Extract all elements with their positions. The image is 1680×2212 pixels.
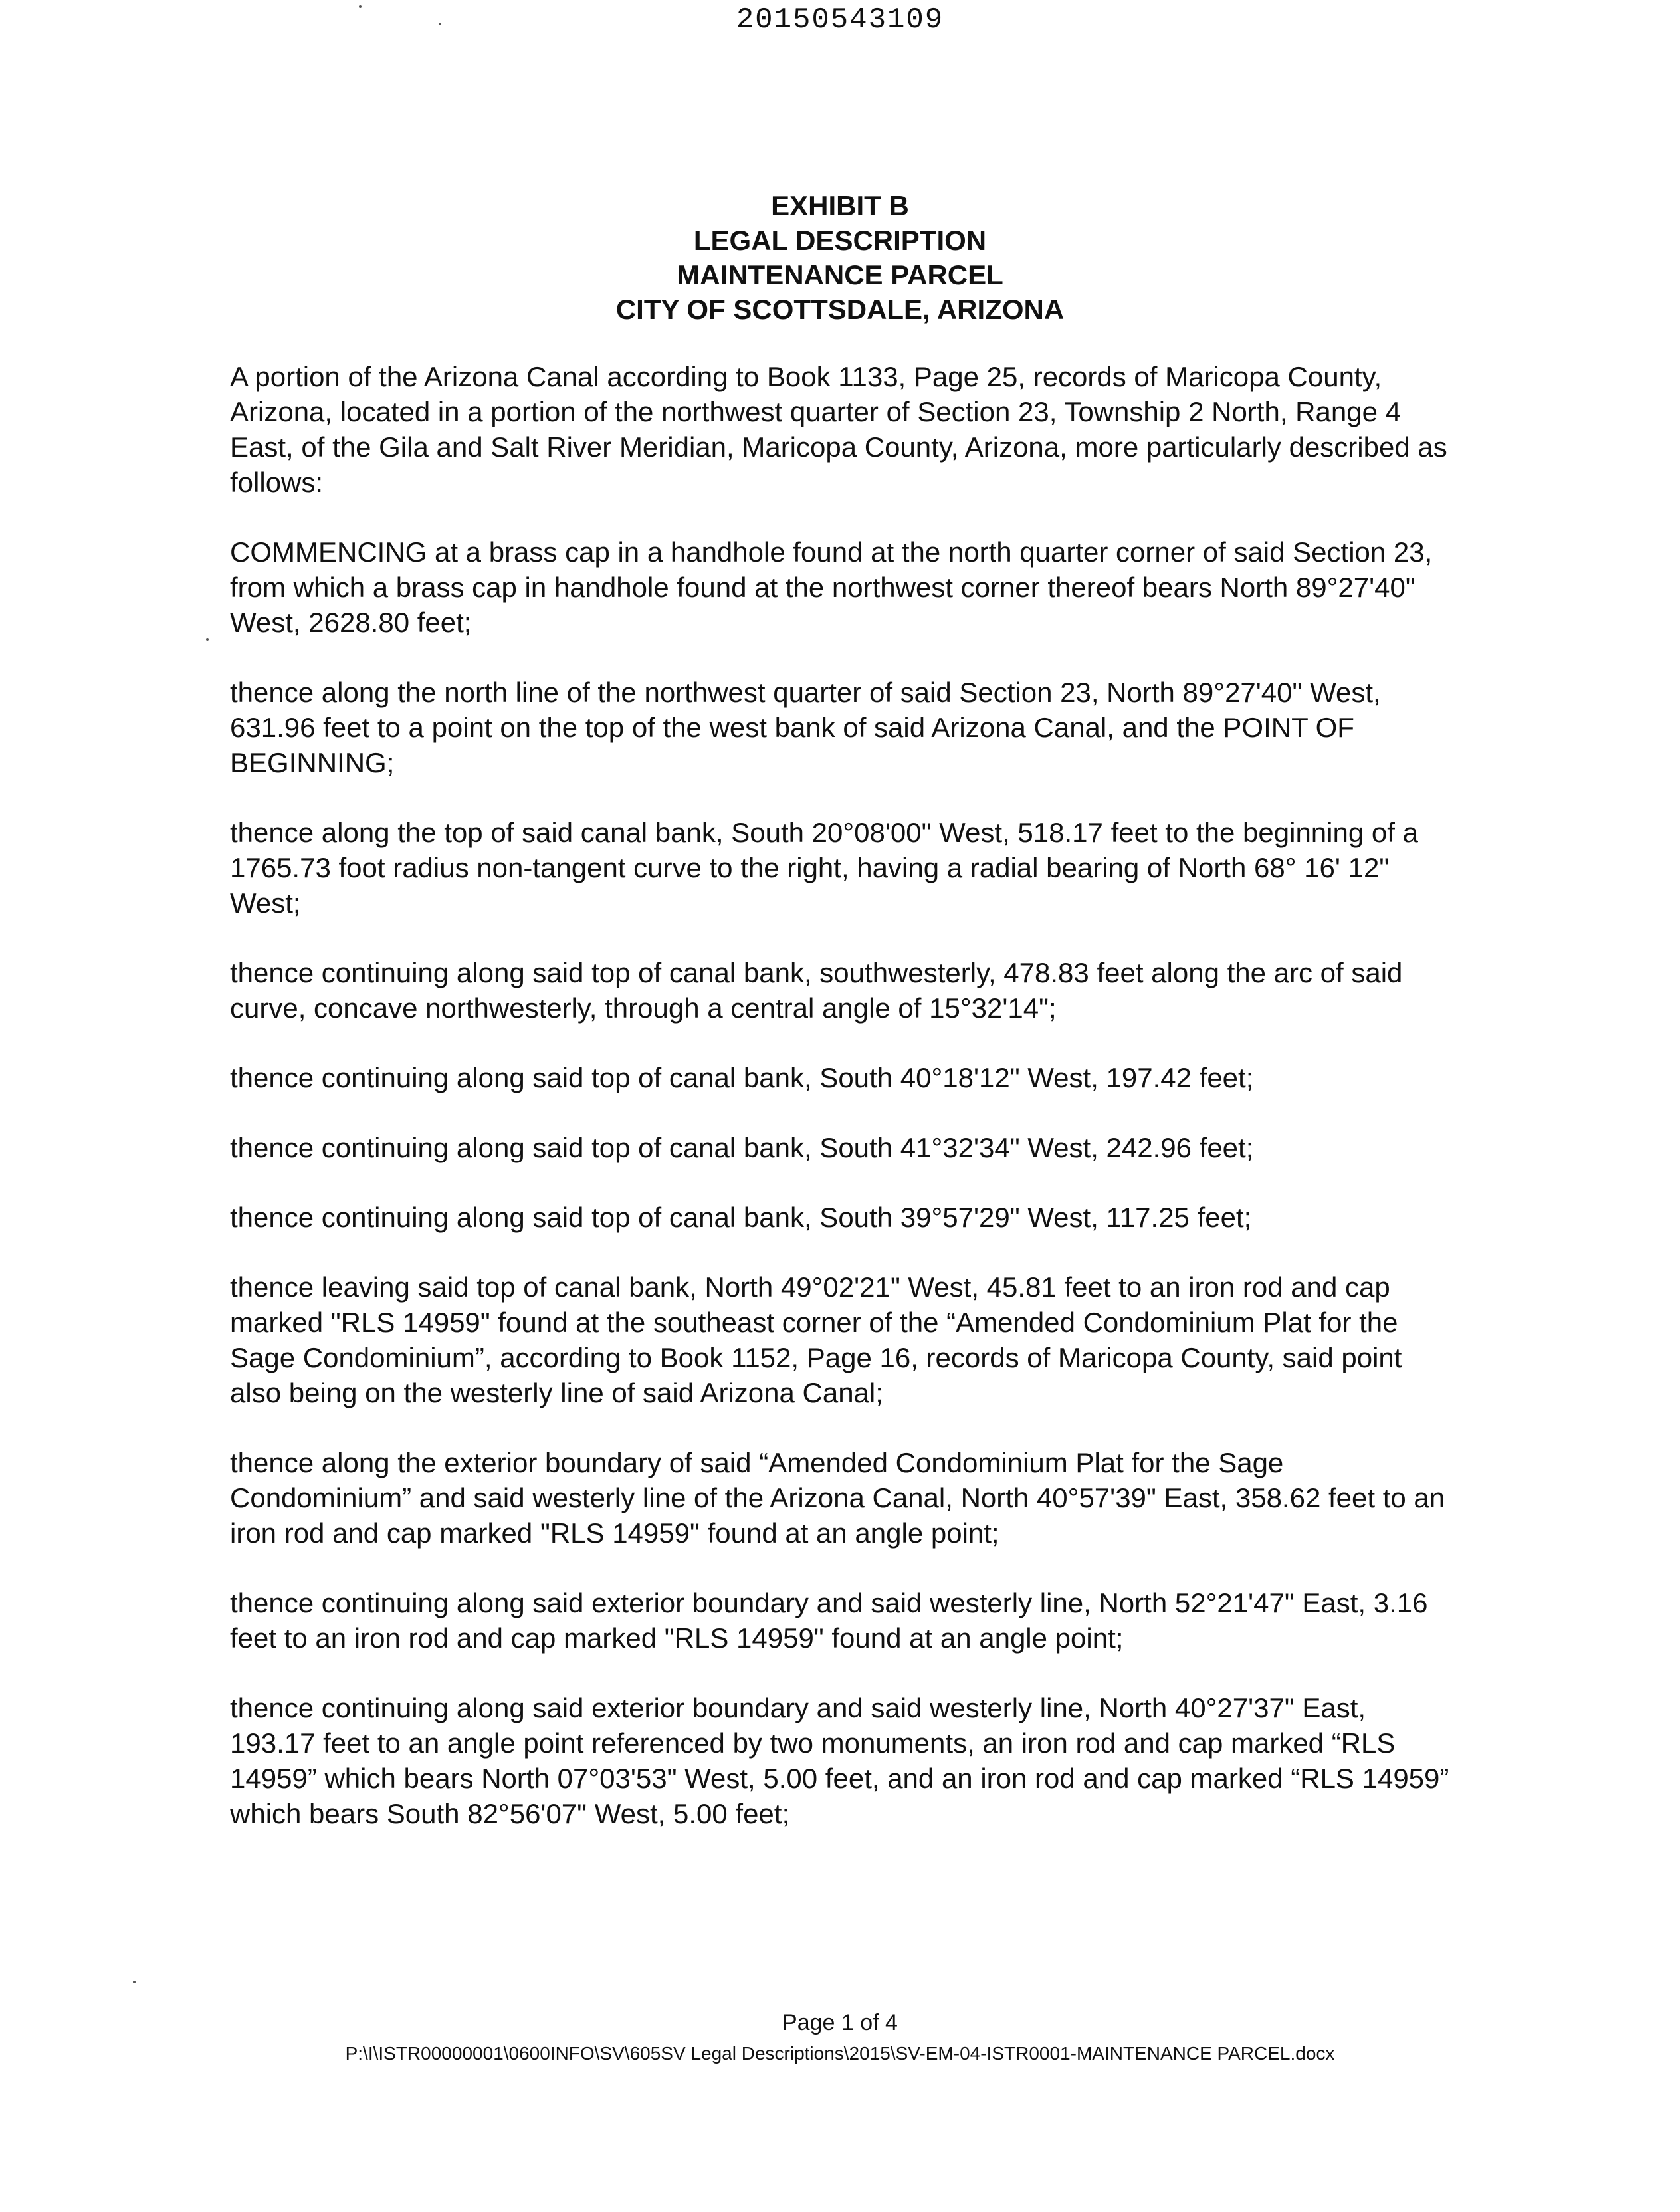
heading-city: CITY OF SCOTTSDALE, ARIZONA	[615, 294, 1065, 325]
paragraph-course: thence continuing along said top of canal bank, South 39°57'29" West, 117.25 feet;	[230, 1202, 1252, 1233]
scan-speck	[206, 638, 209, 641]
scan-speck	[439, 23, 441, 25]
scan-speck	[133, 1981, 136, 1983]
file-path: P:\I\ISTR00000001\0600INFO\SV\605SV Legal Descriptions\2015\SV-EM-04-ISTR0001-MAINTENANCE PARCEL.docx	[345, 2043, 1335, 2064]
paragraph-course: thence continuing along said top of canal bank, southwesterly, 478.83 feet along the arc of said curve, concave northwesterly, through a central angle of 15°32'14";	[230, 957, 1403, 1024]
heading-legal-description: LEGAL DESCRIPTION	[693, 225, 987, 256]
paragraph-commencing: COMMENCING at a brass cap in a handhole found at the north quarter corner of said Section 23, from which a brass cap in handhole found at the northwest corner thereof bears North 89°27'40" West, 2628.80 feet;	[230, 536, 1433, 638]
paragraph-course: thence continuing along said top of canal bank, South 41°32'34" West, 242.96 feet;	[230, 1132, 1254, 1163]
paragraph-course: thence continuing along said exterior boundary and said westerly line, North 52°21'47" East, 3.16 feet to an iron rod and cap marked "RLS 14959" found at an angle point;	[230, 1587, 1428, 1654]
paragraph-course: thence leaving said top of canal bank, North 49°02'21" West, 45.81 feet to an iron rod and cap marked "RLS 14959" found at the southeast corner of the “Amended Condominium Plat for the Sage Condominium”, according to Book 1152, Page 16, records of Maricopa County, said point also being on the westerly line of said Arizona Canal;	[230, 1272, 1402, 1408]
paragraph-course: thence along the top of said canal bank, South 20°08'00" West, 518.17 feet to the beginning of a 1765.73 foot radius non-tangent curve to the right, having a radial bearing of North 68° 16' 12" West;	[230, 817, 1418, 919]
page-number: Page 1 of 4	[782, 2010, 898, 2035]
heading-parcel: MAINTENANCE PARCEL	[677, 259, 1003, 290]
legal-description-body	[230, 359, 1453, 1866]
recording-number: 20150543109	[736, 3, 944, 37]
paragraph-course: thence continuing along said exterior boundary and said westerly line, North 40°27'37" East, 193.17 feet to an angle point referenced by two monuments, an iron rod and cap marked “RLS 14959” which bears North 07°03'53" West, 5.00 feet, and an iron rod and cap marked “RLS 14959” which bears South 82°56'07" West, 5.00 feet;	[230, 1692, 1449, 1829]
paragraph-intro: A portion of the Arizona Canal according to Book 1133, Page 25, records of Maricopa County, Arizona, located in a portion of the northwest quarter of Section 23, Township 2 North, Range 4 East, of the Gila and Salt River Meridian, Maricopa County, Arizona, more particularly described as follows:	[230, 361, 1447, 498]
paragraph-course: thence continuing along said top of canal bank, South 40°18'12" West, 197.42 feet;	[230, 1062, 1254, 1093]
paragraph-point-of-beginning: thence along the north line of the northwest quarter of said Section 23, North 89°27'40" West, 631.96 feet to a point on the top of the west bank of said Arizona Canal, and the POINT OF BEGINNING;	[230, 677, 1381, 778]
paragraph-course: thence along the exterior boundary of said “Amended Condominium Plat for the Sage Condominium” and said westerly line of the Arizona Canal, North 40°57'39" East, 358.62 feet to an iron rod and cap marked "RLS 14959" found at an angle point;	[230, 1447, 1445, 1549]
scan-speck	[359, 5, 362, 8]
heading-exhibit: EXHIBIT B	[771, 190, 909, 221]
document-heading	[0, 189, 1680, 327]
